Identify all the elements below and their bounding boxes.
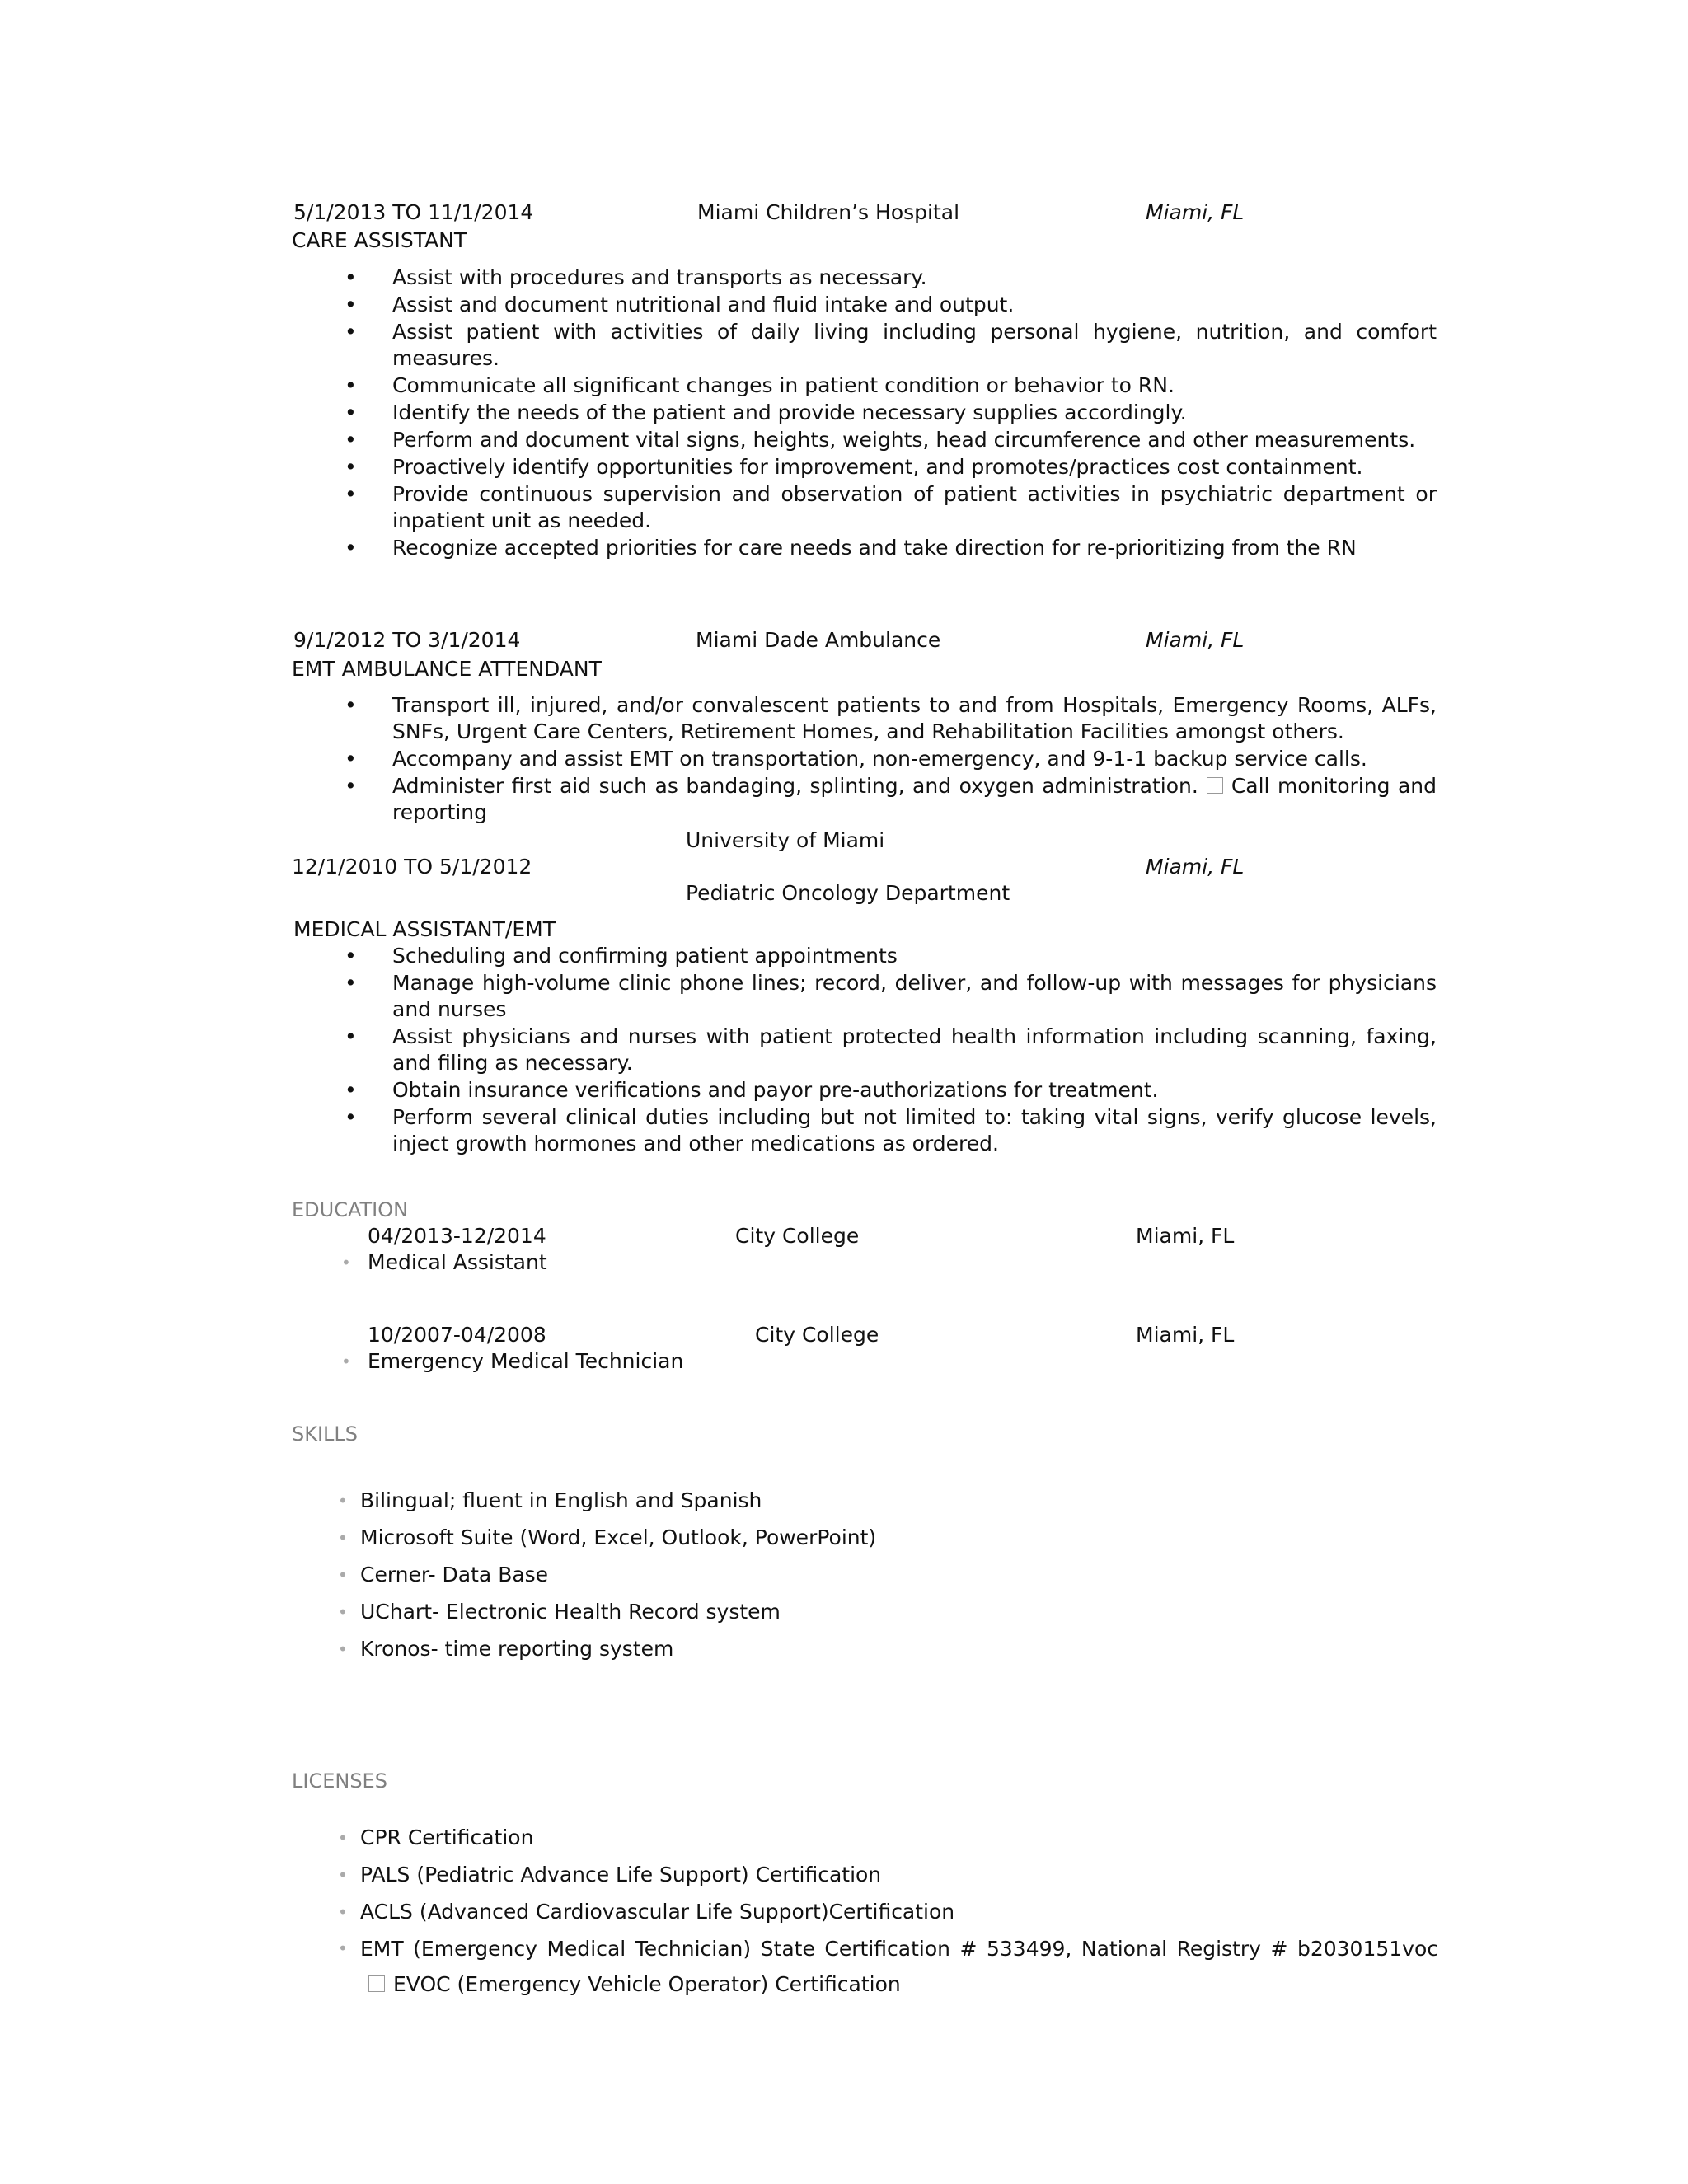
education-1-dates: 04/2013-12/2014 — [368, 1224, 546, 1248]
list-item: • ACLS (Advanced Cardiovascular Life Support)Certification — [338, 1900, 955, 1924]
licenses-list — [338, 1825, 1438, 2002]
job-3-employer: University of Miami — [686, 828, 885, 852]
job-3-duties — [345, 943, 1437, 1158]
job-3-department: Pediatric Oncology Department — [686, 881, 1010, 905]
list-item: • Assist and document nutritional and fluid intake and output. — [345, 293, 1015, 316]
education-2-program: Emergency Medical Technician — [368, 1349, 684, 1373]
education-1-school: City College — [735, 1224, 860, 1248]
list-item: • Communicate all significant changes in patient condition or behavior to RN. — [345, 373, 1175, 397]
missing-glyph-box-icon — [368, 1975, 385, 1992]
job-1-duties — [345, 265, 1437, 562]
education-2-location: Miami, FL — [1136, 1323, 1235, 1347]
bullet-icon: • — [341, 1352, 351, 1371]
list-item: • Scheduling and confirming patient appointments — [345, 944, 898, 968]
list-item: • Recognize accepted priorities for care needs and take direction for re-prioritizing from the RN — [345, 536, 1357, 560]
list-item: • Assist physicians and nurses with patient protected health information including scanning, faxing, and filing as necessary. — [345, 1024, 1437, 1075]
job-3-location: Miami, FL — [1146, 855, 1245, 879]
list-item: • UChart- Electronic Health Record system — [338, 1600, 781, 1624]
job-2-title: EMT AMBULANCE ATTENDANT — [292, 657, 602, 681]
job-2-location: Miami, FL — [1146, 628, 1245, 652]
education-2-dates: 10/2007-04/2008 — [368, 1323, 546, 1347]
job-2-employer: Miami Dade Ambulance — [696, 628, 941, 652]
licenses-heading: LICENSES — [292, 1769, 387, 1793]
list-item: • Perform and document vital signs, heights, weights, head circumference and other measurements. — [345, 428, 1416, 452]
bullet-icon: • — [341, 1253, 351, 1272]
missing-glyph-box-icon — [1207, 777, 1223, 794]
skills-list — [338, 1488, 1438, 1673]
list-item: • Bilingual; fluent in English and Spanish — [338, 1488, 762, 1512]
list-item: • Proactively identify opportunities for improvement, and promotes/practices cost containment. — [345, 455, 1363, 479]
education-2-school: City College — [755, 1323, 879, 1347]
education-heading: EDUCATION — [292, 1198, 409, 1221]
job-2-duties — [345, 692, 1437, 827]
list-item: • Transport ill, injured, and/or convalescent patients to and from Hospitals, Emergency Rooms, ALFs, SNFs, Urgent Care Centers, Retirement Homes, and Rehabilitation Facilities amongst others. — [345, 693, 1437, 743]
list-item: • Administer first aid such as bandaging, splinting, and oxygen administration. Call monitoring and reporting — [345, 774, 1437, 824]
job-1-location: Miami, FL — [1146, 200, 1245, 224]
list-item: • Perform several clinical duties including but not limited to: taking vital signs, verify glucose levels, inject growth hormones and other medications as ordered. — [345, 1105, 1437, 1155]
list-item: • Assist with procedures and transports as necessary. — [345, 265, 927, 289]
list-item: • Assist patient with activities of daily living including personal hygiene, nutrition, and comfort measures. — [345, 320, 1437, 370]
list-item: • Identify the needs of the patient and provide necessary supplies accordingly. — [345, 401, 1187, 424]
list-item: • Accompany and assist EMT on transportation, non-emergency, and 9-1-1 backup service calls. — [345, 747, 1367, 771]
list-item: • EMT (Emergency Medical Technician) State Certification # 533499, National Registry # b2030151vocEVOC (Emergency Vehicle Operator) Certification — [338, 1937, 1438, 1996]
job-1-title: CARE ASSISTANT — [292, 228, 467, 252]
list-item: • PALS (Pediatric Advance Life Support) Certification — [338, 1863, 882, 1886]
list-item: • Manage high-volume clinic phone lines; record, deliver, and follow-up with messages for physicians and nurses — [345, 971, 1437, 1021]
list-item: • Provide continuous supervision and observation of patient activities in psychiatric department or inpatient unit as needed. — [345, 482, 1437, 532]
education-1-program: Medical Assistant — [368, 1250, 547, 1274]
list-item: • CPR Certification — [338, 1825, 534, 1849]
job-3-title: MEDICAL ASSISTANT/EMT — [293, 917, 556, 941]
job-3-dates: 12/1/2010 TO 5/1/2012 — [292, 855, 532, 879]
skills-heading: SKILLS — [292, 1422, 359, 1446]
list-item: • Cerner- Data Base — [338, 1563, 549, 1586]
job-1-dates: 5/1/2013 TO 11/1/2014 — [293, 200, 534, 224]
job-2-dates: 9/1/2012 TO 3/1/2014 — [293, 628, 521, 652]
list-item: • Kronos- time reporting system — [338, 1637, 674, 1661]
job-1-employer: Miami Children’s Hospital — [697, 200, 960, 224]
list-item: • Obtain insurance verifications and payor pre-authorizations for treatment. — [345, 1078, 1159, 1102]
list-item: • Microsoft Suite (Word, Excel, Outlook, PowerPoint) — [338, 1526, 877, 1549]
education-1-location: Miami, FL — [1136, 1224, 1235, 1248]
